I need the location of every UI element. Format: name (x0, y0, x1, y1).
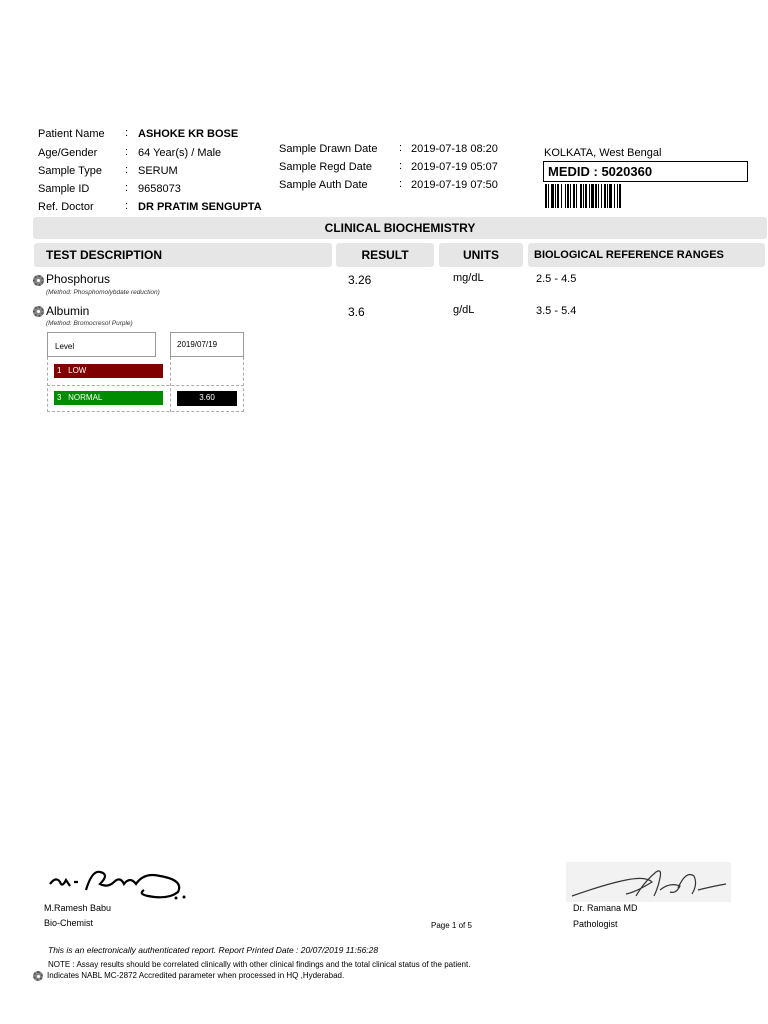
level-num: 1 (57, 366, 62, 375)
colon: : (125, 182, 129, 194)
ref-doctor-label: Ref. Doctor (38, 201, 94, 213)
biochemist-signature (48, 862, 193, 902)
colon: : (399, 178, 403, 190)
header-units: UNITS (439, 243, 523, 267)
level-normal-bar (54, 391, 163, 405)
location: KOLKATA, West Bengal (544, 147, 662, 159)
sample-regd-label: Sample Regd Date (279, 161, 372, 173)
level-num: 3 (57, 393, 62, 402)
nabl-note: Indicates NABL MC-2872 Accredited parameter when processed in HQ ,Hyderabad. (47, 971, 345, 980)
test-range: 3.5 - 5.4 (536, 305, 577, 317)
test-method: (Method: Phosphomolybdate reduction) (46, 289, 160, 296)
auth-note: This is an electronically authenticated report. Report Printed Date : 20/07/2019 11:56:28 (48, 945, 379, 955)
barcode-bar (621, 184, 622, 208)
nabl-icon (33, 306, 44, 317)
age-gender-label: Age/Gender (38, 147, 98, 159)
section-title: CLINICAL BIOCHEMISTRY (33, 217, 767, 239)
colon: : (125, 164, 129, 176)
colon: : (125, 200, 129, 212)
sample-type-label: Sample Type (38, 165, 103, 177)
header-test-description: TEST DESCRIPTION (34, 243, 332, 267)
level-label: LOW (68, 366, 87, 375)
ref-doctor: DR PRATIM SENGUPTA (138, 201, 262, 213)
level-header: Level (55, 342, 75, 351)
date-header-cell (170, 332, 244, 357)
test-range: 2.5 - 4.5 (536, 273, 577, 285)
pathologist-title: Pathologist (573, 919, 618, 929)
sample-auth-label: Sample Auth Date (279, 179, 368, 191)
nabl-icon (33, 275, 44, 286)
colon: : (125, 127, 129, 139)
level-low-bar (54, 364, 163, 378)
age-gender: 64 Year(s) / Male (138, 147, 222, 159)
level-label: NORMAL (68, 393, 103, 402)
sample-id-label: Sample ID (38, 183, 90, 195)
divider (47, 411, 244, 412)
patient-name: ASHOKE KR BOSE (138, 128, 239, 140)
level-header-cell (47, 332, 156, 357)
divider (47, 385, 244, 386)
test-result: 3.6 (348, 305, 365, 319)
assay-note: NOTE : Assay results should be correlated clinically with other clinical findings and the total clinical status of the patient. (48, 960, 471, 969)
colon: : (399, 160, 403, 172)
test-result: 3.26 (348, 273, 372, 287)
sample-id: 9658073 (138, 183, 181, 195)
colon: : (399, 142, 403, 154)
medid-box: MEDID : 5020360 (543, 161, 748, 182)
biochemist-title: Bio-Chemist (44, 918, 94, 928)
header-reference-ranges: BIOLOGICAL REFERENCE RANGES (528, 243, 765, 267)
sample-regd-date: 2019-07-19 05:07 (411, 161, 498, 173)
patient-name-label: Patient Name (38, 128, 105, 140)
page-number: Page 1 of 5 (431, 921, 472, 930)
header-result: RESULT (336, 243, 434, 267)
test-unit: g/dL (453, 304, 475, 316)
sample-drawn-date: 2019-07-18 08:20 (411, 143, 498, 155)
barcode (545, 184, 666, 208)
sample-drawn-label: Sample Drawn Date (279, 143, 378, 155)
sample-type: SERUM (138, 165, 178, 177)
biochemist-name: M.Ramesh Babu (44, 903, 112, 913)
test-method: (Method: Bromocresol Purple) (46, 320, 133, 327)
test-name: Albumin (46, 304, 90, 318)
date-header: 2019/07/19 (177, 340, 218, 349)
colon: : (125, 146, 129, 158)
test-name: Phosphorus (46, 272, 111, 286)
test-unit: mg/dL (453, 272, 484, 284)
pathologist-signature (566, 862, 731, 902)
level-history-table (47, 332, 244, 412)
nabl-icon (33, 971, 43, 981)
pathologist-name: Dr. Ramana MD (573, 903, 638, 913)
sample-auth-date: 2019-07-19 07:50 (411, 179, 498, 191)
level-value-cell: 3.60 (177, 391, 237, 406)
